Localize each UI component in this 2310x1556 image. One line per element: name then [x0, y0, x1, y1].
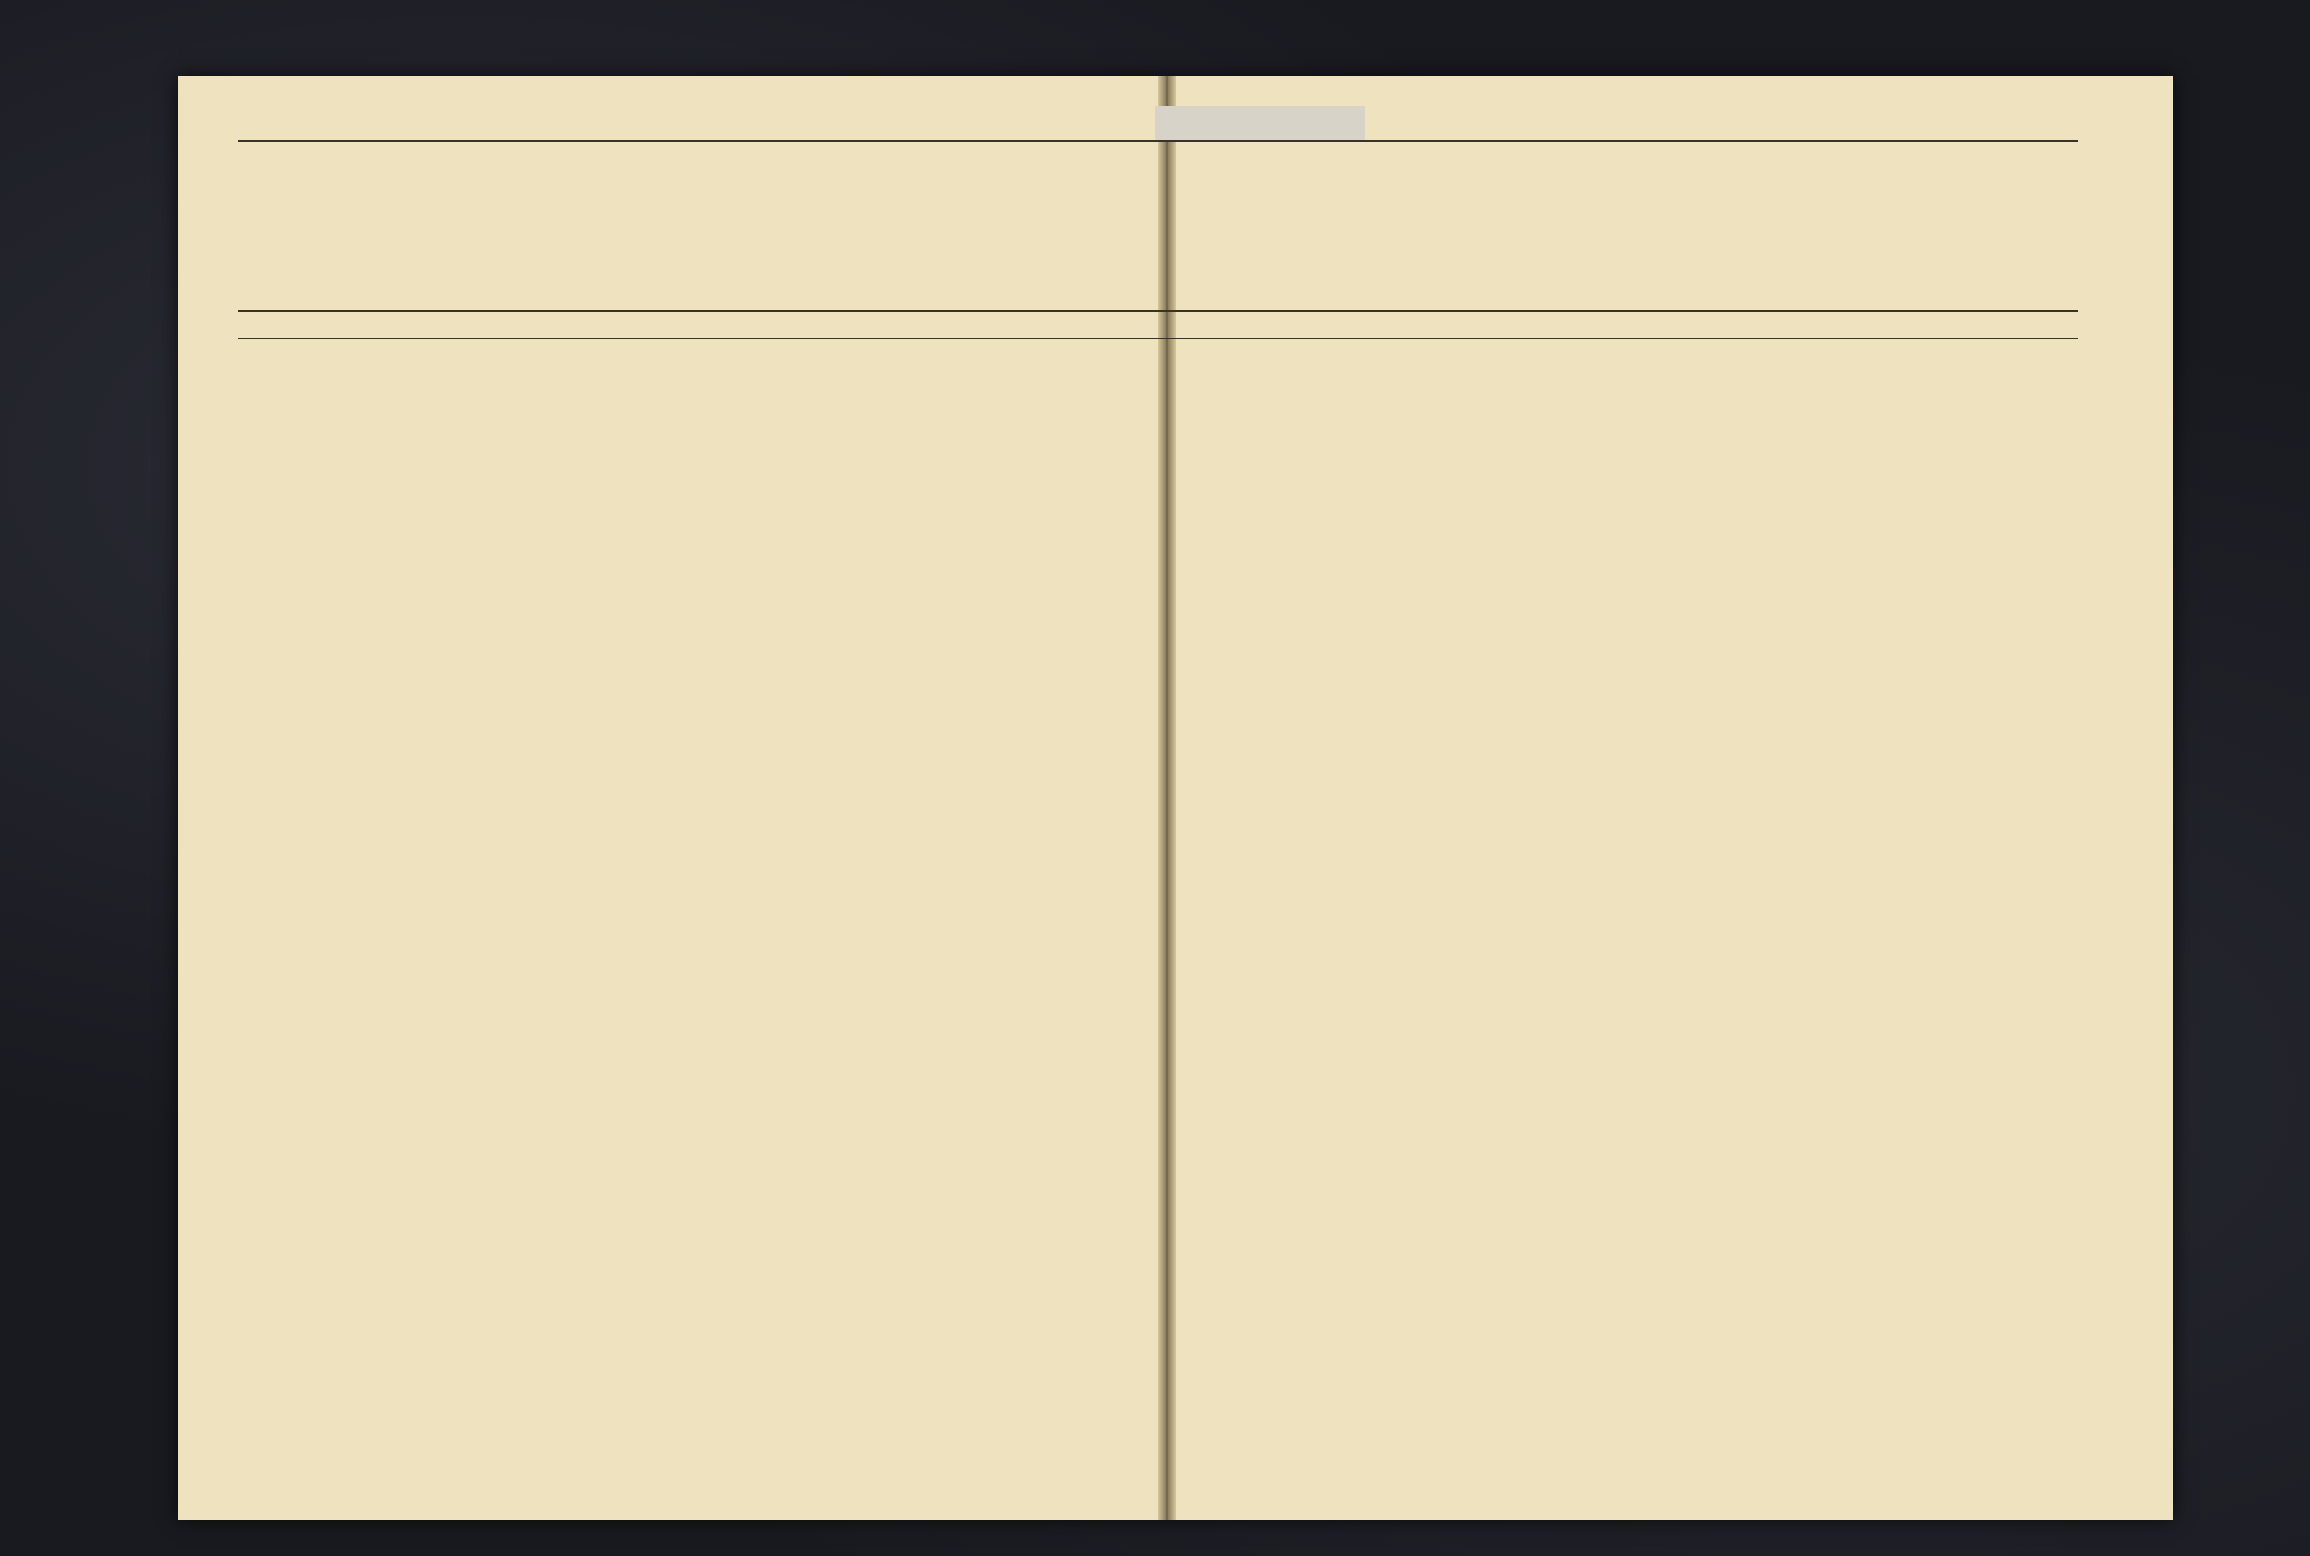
table-header	[238, 142, 2078, 312]
statistics-table	[238, 140, 2078, 1432]
scan-overlay-strip	[1155, 106, 1365, 140]
column-number-row	[238, 310, 2078, 339]
